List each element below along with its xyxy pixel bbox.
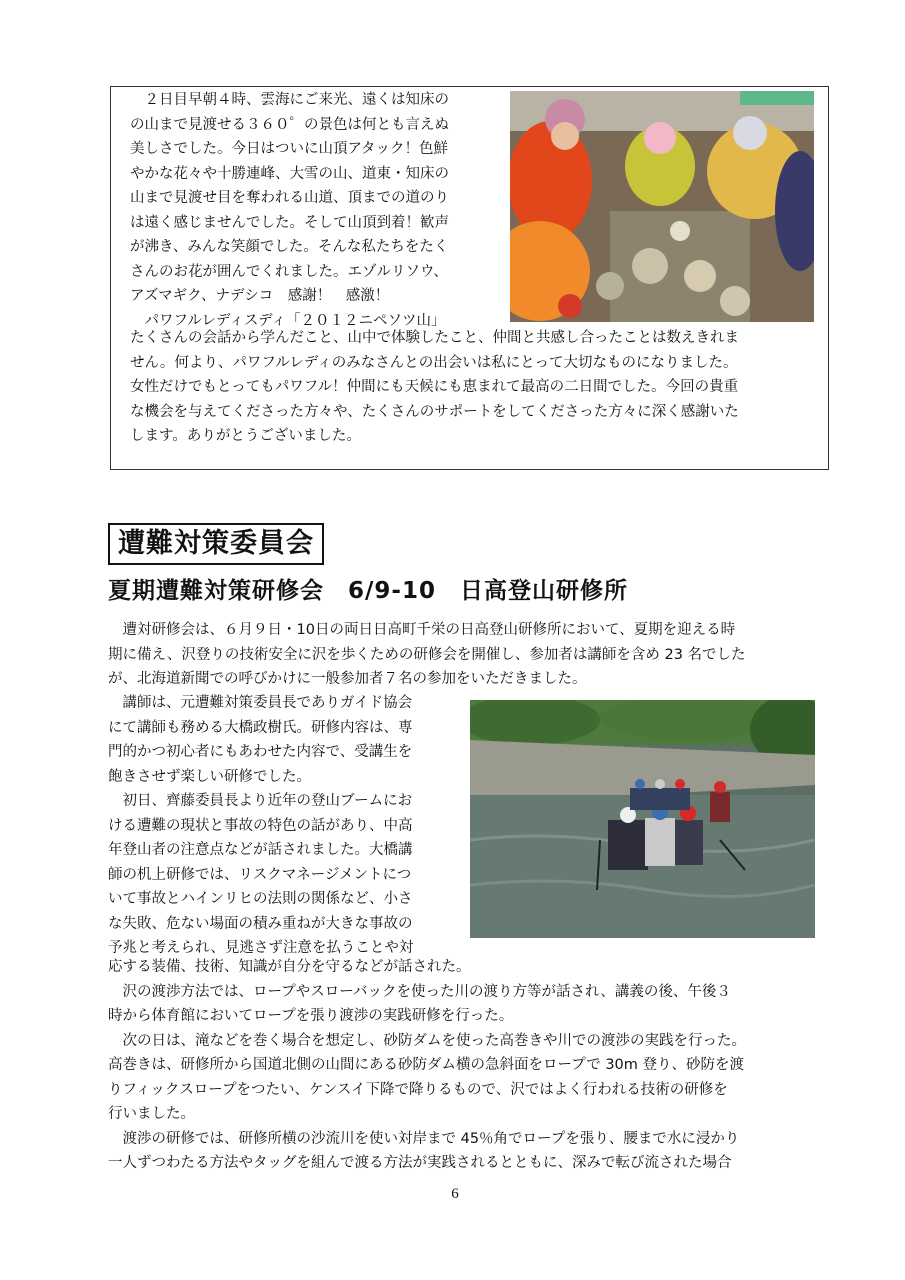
text-line: やかな花々や十勝連峰、大雪の山、道東・知床の (130, 165, 449, 182)
text-line: 飽きさせず楽しい研修でした。 (108, 768, 311, 785)
left-column-text (108, 691, 458, 961)
text-line: アズマギク、ナデシコ 感謝！ 感激！ (130, 288, 390, 304)
section-subtitle: 夏期遭難対策研修会 6/9-10 日高登山研修所 (108, 578, 628, 604)
text-line: 講師は、元遭難対策委員長でありガイド協会 (108, 695, 413, 711)
page-number: 6 (451, 1186, 459, 1202)
body-paragraphs (108, 955, 808, 1176)
text-line: 師の机上研修では、リスクマネージメントにつ (108, 866, 412, 883)
text-line: 沢の渡渉方法では、ロープやスローバックを使った川の渡り方等が話され、講義の後、午後３ (108, 983, 731, 1000)
text-line: 門的かつ初心者にもあわせた内容で、受講生を (108, 744, 413, 760)
text-line: パワフルレディスディ「２０１２ニペソツ山」 (130, 312, 446, 329)
text-line: 行いました。 (108, 1106, 195, 1122)
text-line: 予兆と考えられ、見逃さず注意を払うことや対 (108, 940, 414, 956)
text-line: 時から体育館においてロープを張り渡渉の実践研修を行った。 (108, 1008, 514, 1024)
text-line: な失敗、危ない場面の積み重ねが大きな事故の (108, 915, 413, 932)
text-line: 一人ずつわたる方法やタッグを組んで渡る方法が実践されるとともに、深みで転び流された場合 (108, 1155, 732, 1171)
text-line: にて講師も務める大橋政樹氏。研修内容は、専 (108, 719, 413, 736)
text-line: 美しさでした。今日はついに山頂アタック！色鮮 (130, 141, 448, 157)
text-line: せん。何より、パワフルレディのみなさんとの出会いは私にとって大切なものになりました。 (130, 354, 738, 371)
text-line: 期に備え、沢登りの技術安全に沢を歩くための研修会を開催し、参加者は講師を含め 23 名でした (108, 646, 746, 663)
text-line: 女性だけでもとってもパワフル！仲間にも天候にも恵まれて最高の二日間でした。今回の貴重 (130, 379, 739, 395)
report-paragraph (130, 88, 510, 333)
text-line: 初日、齊藤委員長より近年の登山ブームにお (108, 793, 413, 809)
text-line: 遭対研修会は、６月９日・10日の両日日高町千栄の日高登山研修所において、夏期を迎える時 (108, 622, 736, 638)
text-line: します。ありがとうございました。 (130, 428, 361, 444)
text-line: 次の日は、滝などを巻く場合を想定し、砂防ダムを使った高巻きや川での渡渉の実践を行った。 (108, 1032, 746, 1049)
text-line: が沸き、みんな笑顔でした。そんな私たちをたく (130, 239, 449, 255)
intro-paragraph (108, 618, 808, 692)
text-line: さんのお花が囲んでくれました。エゾルリソウ、 (130, 263, 448, 280)
text-line: 高巻きは、研修所から国道北側の山間にある砂防ダム横の急斜面をロープで 30m 登り、砂防を渡 (108, 1057, 744, 1073)
text-line: 応する装備、技術、知識が自分を守るなどが話された。 (108, 959, 471, 975)
text-line: りフィックスロープをつたい、ケンスイ下降で降りるもので、沢ではよく行われる技術の研修を (108, 1081, 728, 1098)
group-meal-photo (510, 91, 814, 322)
text-line: が、北海道新聞での呼びかけに一般参加者７名の参加をいただきました。 (108, 671, 587, 687)
text-line: ける遭難の現状と事故の特色の話があり、中高 (108, 817, 413, 834)
text-line: な機会を与えてくださった方々や、たくさんのサポートをしてくださった方々に深く感謝いた (130, 403, 739, 420)
text-line: いて事故とハインリヒの法則の関係など、小さ (108, 891, 413, 907)
text-line: 渡渉の研修では、研修所横の沙流川を使い対岸まで 45％角でロープを張り、腰まで水に浸かり (108, 1130, 740, 1147)
text-line: たくさんの会話から学んだこと、山中で体験したこと、仲間と共感し合ったことは数えきれま (130, 330, 739, 346)
text-line: ２日目早朝４時、雲海にご来光、遠くは知床の (130, 92, 449, 108)
text-line: 年登山者の注意点などが話されました。大橋講 (108, 842, 413, 858)
text-line: は遠く感じませんでした。そして山頂到着！歓声 (130, 214, 449, 231)
section-title: 遭難対策委員会 (108, 523, 324, 565)
river-crossing-photo (470, 700, 815, 938)
text-line: 山まで見渡せ目を奪われる山道、頂までの道のり (130, 190, 449, 206)
text-line: の山まで見渡せる３６０゜の景色は何とも言えぬ (130, 116, 449, 133)
report-closing (130, 326, 820, 449)
